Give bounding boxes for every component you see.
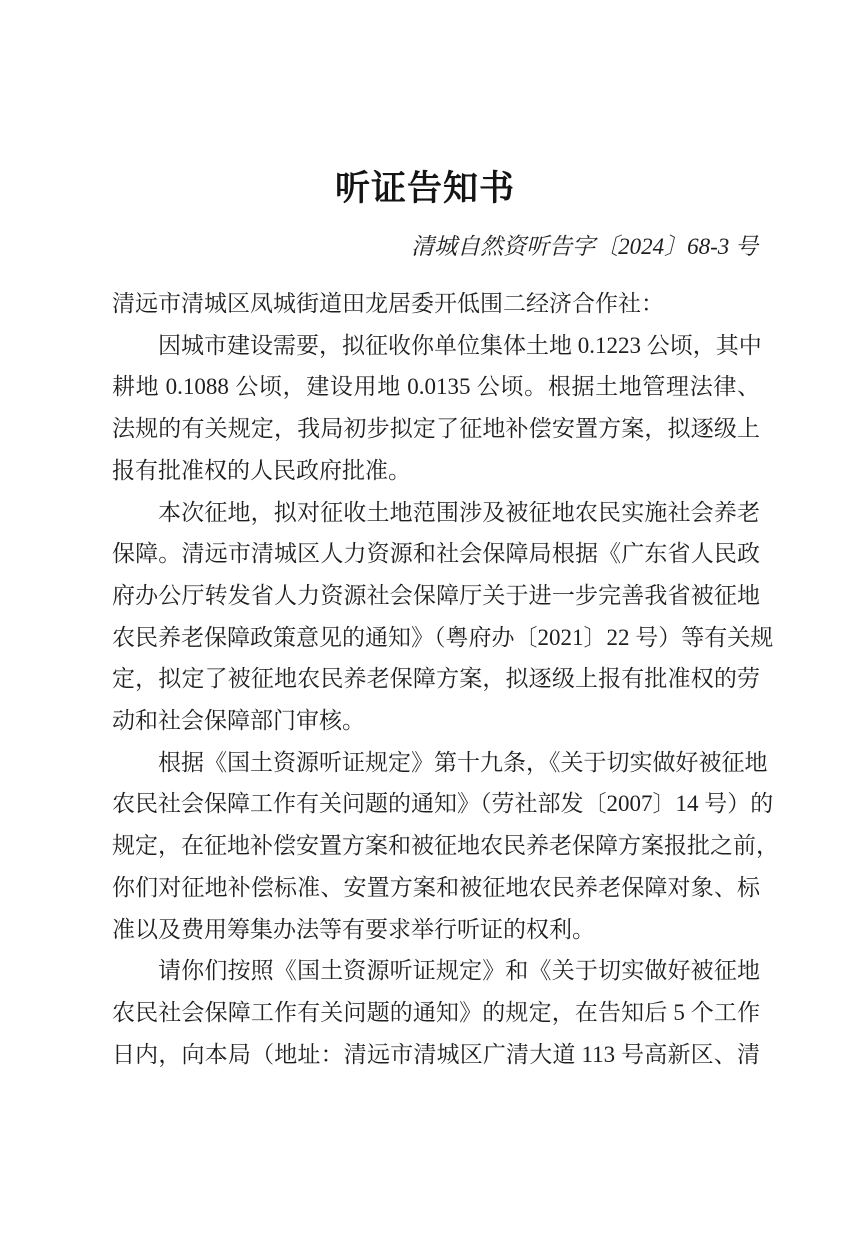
body-line: 你们对征地补偿标准、安置方案和被征地农民养老保障对象、标 [112, 874, 760, 900]
document-body [112, 283, 779, 1075]
body-line: 法规的有关规定，我局初步拟定了征地补偿安置方案，拟逐级上 [112, 416, 760, 442]
body-line: 规定，在征地补偿安置方案和被征地农民养老保障方案报批之前， [112, 833, 779, 859]
body-line: 农民养老保障政策意见的通知》（粤府办〔2021〕22 号）等有关规 [112, 624, 774, 650]
body-line: 定，拟定了被征地农民养老保障方案，拟逐级上报有批准权的劳 [112, 666, 760, 692]
document-number: 清城自然资听告字〔2024〕68-3 号 [411, 234, 758, 259]
body-line: 请你们按照《国土资源听证规定》和《关于切实做好被征地 [158, 958, 760, 984]
body-line: 清远市清城区凤城街道田龙居委开低围二经济合作社： [112, 291, 664, 316]
body-line: 耕地 0.1088 公顷，建设用地 0.0135 公顷。根据土地管理法律、 [112, 374, 760, 400]
body-line: 因城市建设需要，拟征收你单位集体土地 0.1223 公顷，其中 [158, 332, 762, 358]
body-line: 本次征地，拟对征收土地范围涉及被征地农民实施社会养老 [158, 499, 760, 525]
body-line: 农民社会保障工作有关问题的通知》的规定，在告知后 5 个工作 [112, 999, 760, 1025]
body-line: 准以及费用筹集办法等有要求举行听证的权利。 [112, 916, 595, 942]
body-line: 府办公厅转发省人力资源社会保障厅关于进一步完善我省被征地 [112, 582, 760, 608]
body-line: 保障。清远市清城区人力资源和社会保障局根据《广东省人民政 [112, 541, 760, 567]
body-line: 动和社会保障部门审核。 [112, 708, 365, 734]
body-line: 根据《国土资源听证规定》第十九条，《关于切实做好被征地 [158, 749, 768, 775]
body-line: 日内，向本局（地址：清远市清城区广清大道 113 号高新区、清 [112, 1041, 760, 1067]
body-line: 农民社会保障工作有关问题的通知》（劳社部发〔2007〕14 号）的 [112, 791, 774, 817]
document-title: 听证告知书 [334, 169, 515, 208]
body-line: 报有批准权的人民政府批准。 [112, 457, 411, 483]
